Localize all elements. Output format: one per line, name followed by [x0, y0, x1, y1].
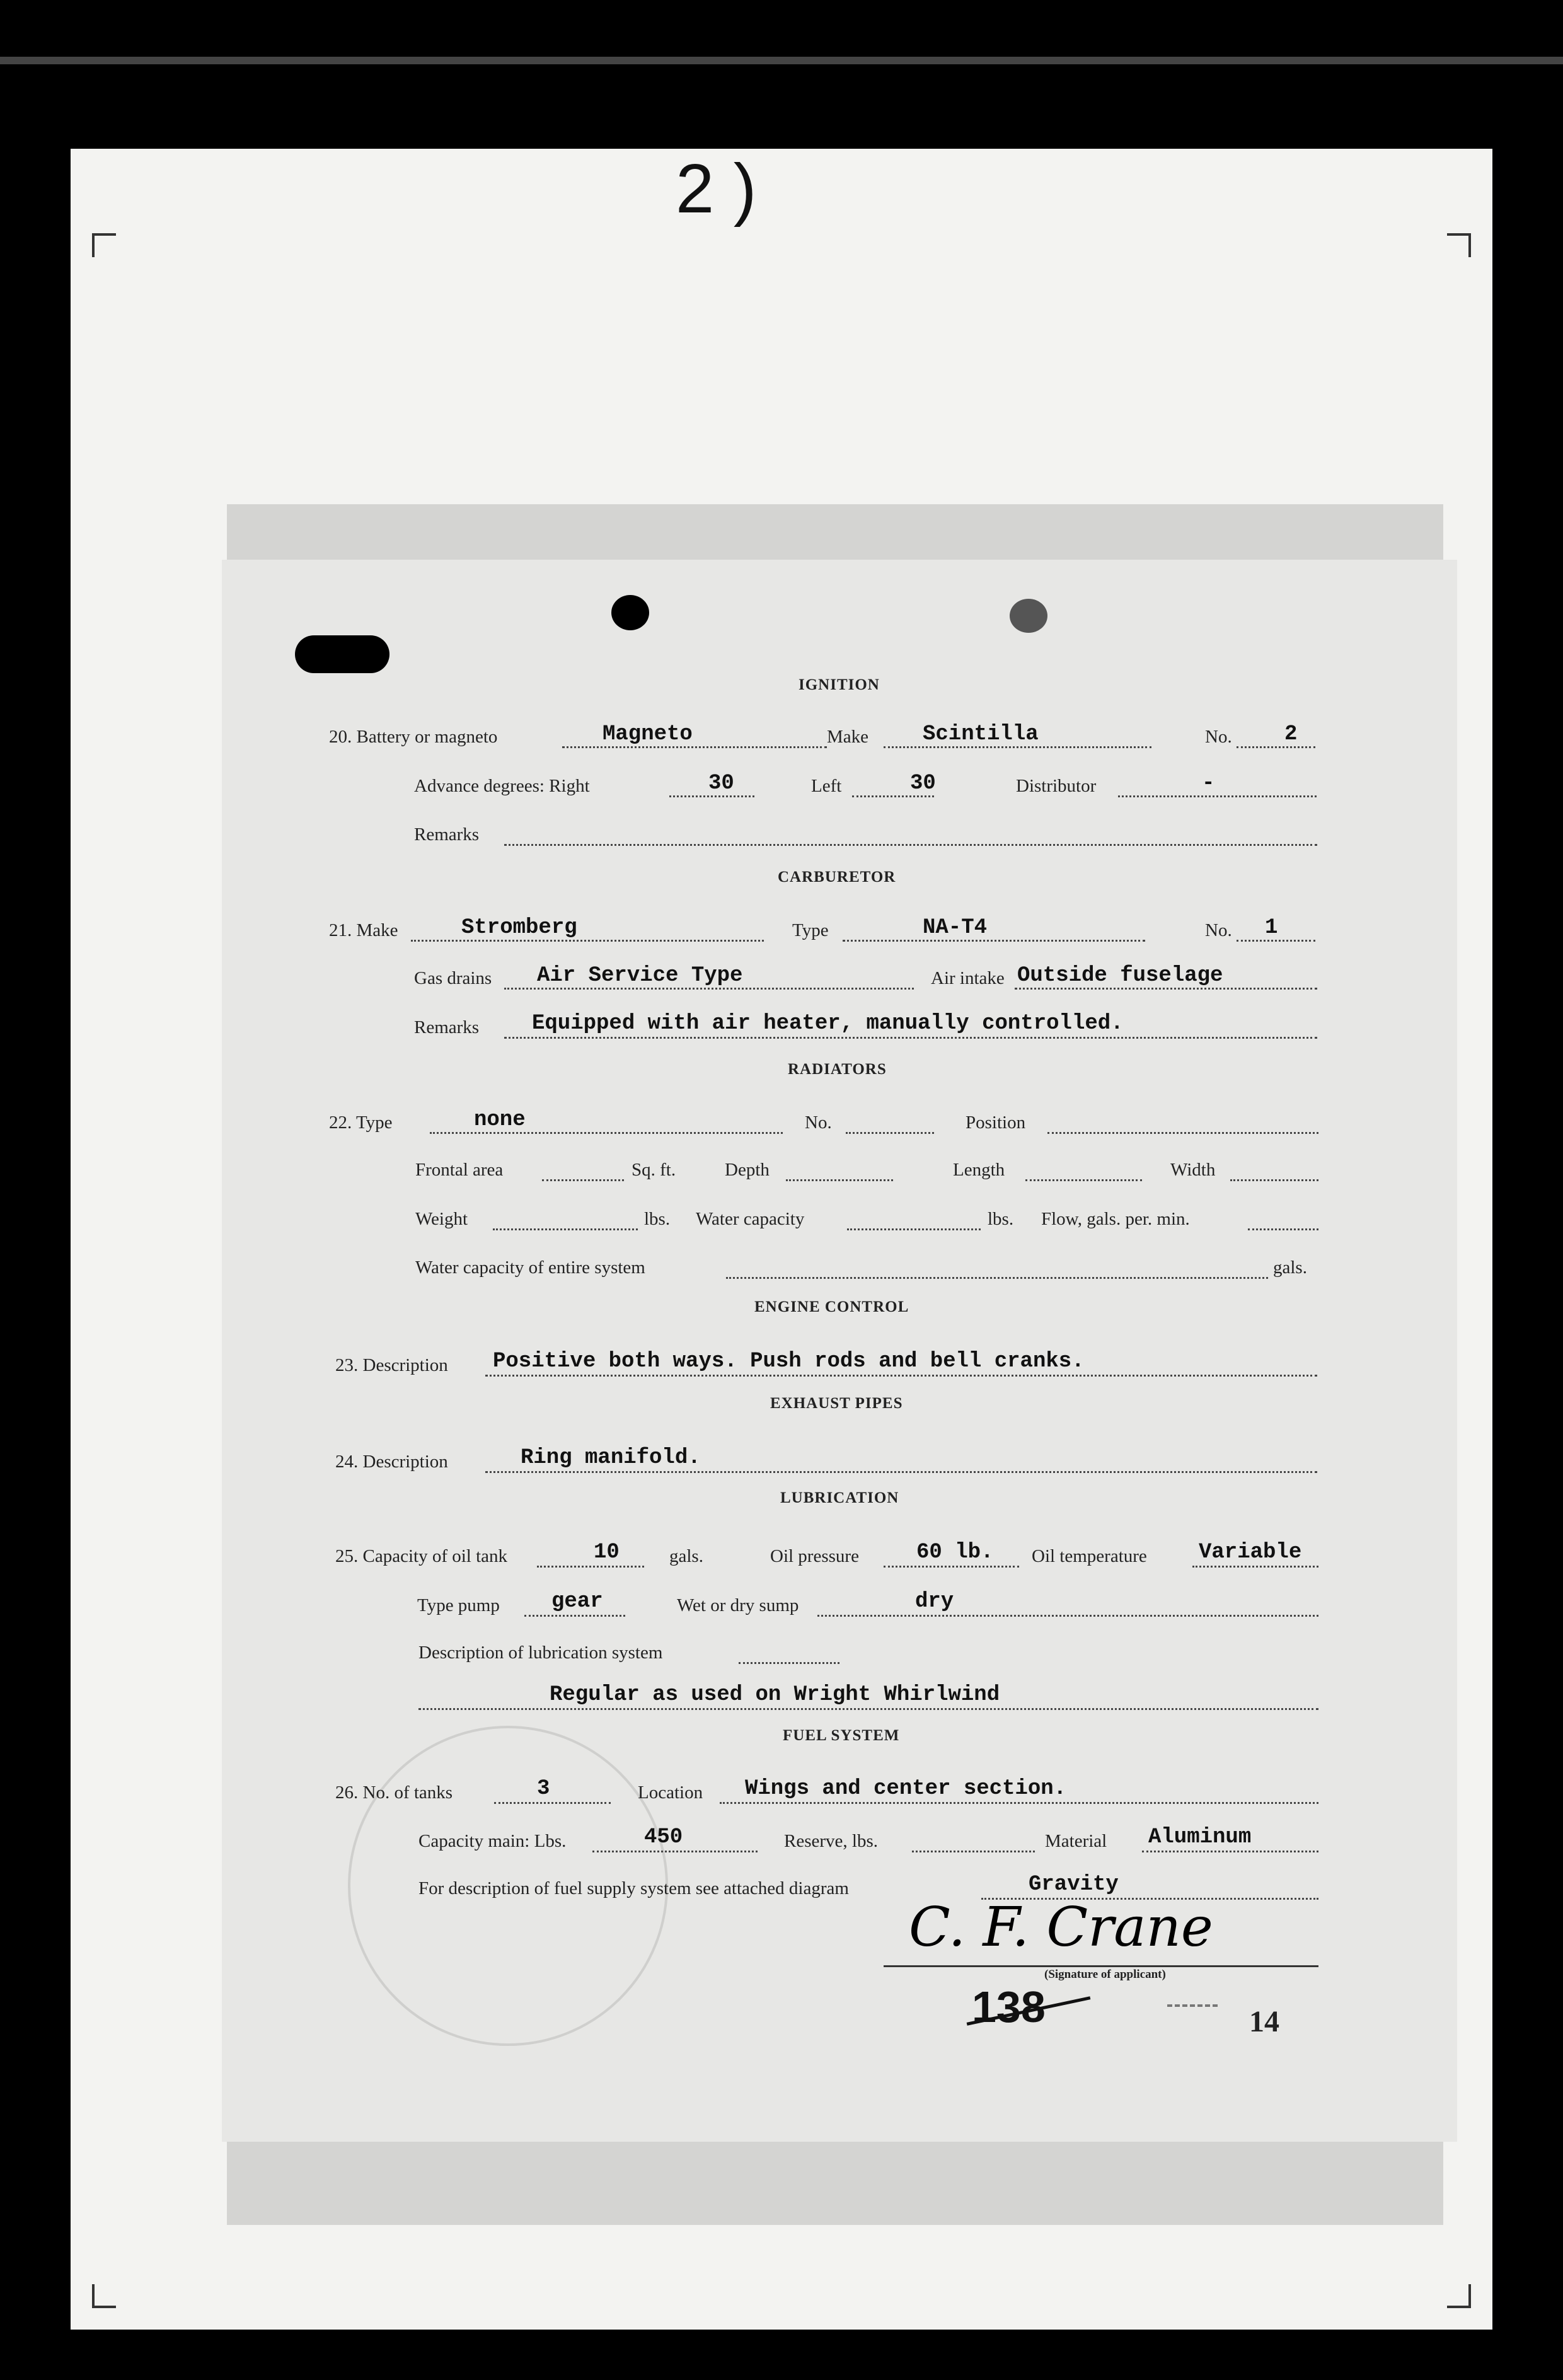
advance-left-label: Left — [811, 776, 842, 796]
oil-tank-label: 25. Capacity of oil tank — [335, 1546, 508, 1566]
advance-right-value: 30 — [708, 771, 734, 795]
exhaust-description-label: 24. Description — [335, 1452, 448, 1472]
sump-label: Wet or dry sump — [677, 1595, 799, 1615]
battery-magneto-value: Magneto — [603, 722, 693, 746]
lubrication-description-label: Description of lubrication system — [418, 1643, 663, 1663]
crop-mark-bottom-right — [1447, 2284, 1471, 2308]
type-pump-line — [524, 1615, 625, 1617]
oil-pressure-label: Oil pressure — [770, 1546, 859, 1566]
material-line — [1142, 1851, 1318, 1852]
weight-line — [493, 1228, 638, 1230]
advance-right-line — [669, 795, 754, 797]
section-fuel-system: FUEL SYSTEM — [783, 1727, 900, 1744]
advance-right-label: Advance degrees: Right — [414, 776, 590, 796]
section-exhaust-pipes: EXHAUST PIPES — [770, 1395, 903, 1412]
oil-temperature-label: Oil temperature — [1032, 1546, 1147, 1566]
section-carburetor: CARBURETOR — [778, 869, 896, 886]
carb-make-value: Stromberg — [461, 916, 577, 940]
material-label: Material — [1045, 1831, 1107, 1851]
air-intake-value: Outside fuselage — [1017, 964, 1223, 988]
oil-tank-line — [537, 1566, 644, 1568]
ink-blot — [295, 635, 389, 673]
ignition-remarks-line — [504, 844, 1317, 846]
page-number: 14 — [1249, 2005, 1279, 2038]
carb-remarks-line — [504, 1037, 1317, 1039]
weight-lbs-label: lbs. — [644, 1209, 671, 1229]
lubrication-description-line — [739, 1662, 839, 1664]
lubrication-description-line-2 — [418, 1708, 1318, 1710]
water-system-gals-label: gals. — [1273, 1257, 1307, 1278]
water-capacity-line — [847, 1228, 981, 1230]
make-value: Scintilla — [923, 722, 1039, 746]
dash-mark — [1167, 2004, 1218, 2007]
crop-mark-top-left — [92, 233, 116, 257]
film-edge-bar — [0, 57, 1563, 64]
carb-make-label: 21. Make — [329, 920, 398, 940]
flow-line — [1248, 1228, 1318, 1230]
radiator-type-label: 22. Type — [329, 1112, 393, 1133]
no-line — [1237, 746, 1315, 748]
advance-left-line — [852, 795, 934, 797]
oil-temperature-value: Variable — [1199, 1540, 1302, 1564]
punch-hole-left — [611, 595, 649, 630]
no-value: 2 — [1284, 722, 1298, 746]
applicant-signature: C. F. Crane — [909, 1896, 1213, 1959]
location-line — [720, 1802, 1318, 1804]
carb-remarks-value: Equipped with air heater, manually controlled. — [532, 1012, 1124, 1036]
no-label: No. — [1205, 727, 1232, 747]
gas-drains-line — [504, 988, 914, 990]
radiator-no-label: No. — [805, 1112, 832, 1133]
gas-drains-value: Air Service Type — [537, 964, 743, 988]
battery-magneto-label: 20. Battery or magneto — [329, 727, 498, 747]
location-label: Location — [638, 1782, 703, 1803]
ignition-remarks-label: Remarks — [414, 824, 480, 845]
radiator-type-line — [430, 1132, 783, 1134]
radiator-type-value: none — [474, 1108, 526, 1132]
section-ignition: IGNITION — [799, 676, 880, 693]
carb-no-label: No. — [1205, 920, 1232, 940]
battery-magneto-line — [562, 746, 827, 748]
engine-control-description-line — [485, 1375, 1317, 1377]
flow-label: Flow, gals. per. min. — [1041, 1209, 1190, 1229]
water-system-line — [726, 1277, 1268, 1279]
frontal-area-label: Frontal area — [415, 1160, 504, 1180]
width-line — [1230, 1179, 1318, 1181]
water-capacity-label: Water capacity — [696, 1209, 805, 1229]
sump-value: dry — [915, 1590, 954, 1614]
oil-pressure-value: 60 lb. — [916, 1540, 994, 1564]
capacity-main-label: Capacity main: Lbs. — [418, 1831, 567, 1851]
sqft-label: Sq. ft. — [632, 1160, 676, 1180]
struck-page-number: 138 — [972, 1982, 1046, 2031]
distributor-line — [1118, 795, 1317, 797]
exhaust-description-value: Ring manifold. — [521, 1446, 701, 1470]
tanks-line — [494, 1802, 611, 1804]
crop-mark-top-right — [1447, 233, 1471, 257]
carb-no-line — [1237, 940, 1315, 942]
signature-line — [884, 1965, 1318, 1967]
advance-left-value: 30 — [910, 771, 936, 795]
top-handwriting: 2 ) — [676, 150, 757, 228]
engine-control-description-label: 23. Description — [335, 1355, 448, 1375]
location-value: Wings and center section. — [745, 1777, 1067, 1801]
water-system-label: Water capacity of entire system — [415, 1257, 645, 1278]
air-intake-line — [1015, 988, 1317, 990]
type-pump-value: gear — [551, 1590, 603, 1614]
reserve-line — [912, 1851, 1035, 1852]
frontal-area-line — [542, 1179, 624, 1181]
air-intake-label: Air intake — [931, 968, 1005, 988]
distributor-value: - — [1202, 771, 1215, 795]
depth-line — [786, 1179, 893, 1181]
material-value: Aluminum — [1148, 1825, 1252, 1849]
carb-type-value: NA-T4 — [923, 916, 988, 940]
oil-pressure-line — [884, 1566, 1019, 1568]
weight-label: Weight — [415, 1209, 468, 1229]
carb-type-line — [843, 940, 1145, 942]
lubrication-description-value: Regular as used on Wright Whirlwind — [550, 1683, 1000, 1707]
length-label: Length — [953, 1160, 1005, 1180]
radiator-position-label: Position — [966, 1112, 1026, 1133]
carb-make-line — [411, 940, 764, 942]
make-line — [884, 746, 1151, 748]
width-label: Width — [1170, 1160, 1216, 1180]
tanks-value: 3 — [537, 1777, 550, 1801]
oil-tank-gals-label: gals. — [669, 1546, 703, 1566]
sump-line — [817, 1615, 1318, 1617]
type-pump-label: Type pump — [417, 1595, 500, 1615]
capacity-main-line — [592, 1851, 758, 1852]
oil-tank-value: 10 — [594, 1540, 620, 1564]
carb-remarks-label: Remarks — [414, 1017, 480, 1037]
radiator-no-line — [846, 1132, 934, 1134]
tanks-label: 26. No. of tanks — [335, 1782, 453, 1803]
distributor-label: Distributor — [1016, 776, 1097, 796]
form-sheet — [222, 560, 1457, 2142]
oil-temperature-line — [1192, 1566, 1318, 1568]
section-lubrication: LUBRICATION — [780, 1489, 899, 1506]
section-engine-control: ENGINE CONTROL — [754, 1298, 909, 1315]
exhaust-description-line — [485, 1471, 1317, 1473]
section-radiators: RADIATORS — [788, 1061, 887, 1078]
fuel-supply-value: Gravity — [1029, 1873, 1119, 1897]
gas-drains-label: Gas drains — [414, 968, 492, 988]
radiator-position-line — [1047, 1132, 1318, 1134]
fuel-supply-label: For description of fuel supply system see attached diagram — [418, 1878, 849, 1898]
make-label: Make — [827, 727, 869, 747]
depth-label: Depth — [725, 1160, 770, 1180]
capacity-main-value: 450 — [644, 1825, 683, 1849]
crop-mark-bottom-left — [92, 2284, 116, 2308]
punch-hole-right — [1010, 599, 1047, 633]
reserve-label: Reserve, lbs. — [784, 1831, 878, 1851]
signature-caption: (Signature of applicant) — [1044, 1968, 1166, 1981]
water-lbs-label: lbs. — [988, 1209, 1014, 1229]
carb-no-value: 1 — [1265, 916, 1278, 940]
carb-type-label: Type — [792, 920, 829, 940]
length-line — [1025, 1179, 1142, 1181]
engine-control-description-value: Positive both ways. Push rods and bell cranks. — [493, 1349, 1085, 1373]
